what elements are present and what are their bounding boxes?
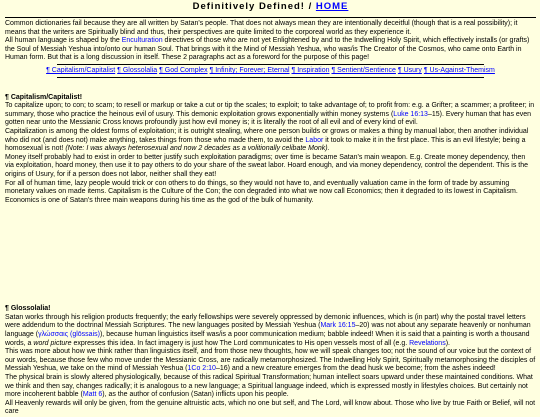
nav-us-against-themism[interactable]: ¶ Us-Against-Themism — [423, 66, 495, 74]
nav-divider-bottom — [57, 77, 484, 78]
glossolalia-paragraph-3: The physical brain is slowly altered physiologically, because of this radical Spiritual Transformation; human intellect soars upward under these maintained conditions. What we think and then say, changes radically; it is analogous to a new language; a Spiritual language indeed, which is expressed mostly in lifestyles choices. But certainly not more incoherent babble (Matt 6), as the author of confusion (Satan) inflicts upon his people. — [5, 374, 533, 399]
revelations-link[interactable]: Revelations — [409, 339, 446, 347]
enculturation-link[interactable]: Enculturation — [121, 37, 163, 45]
matthew-link[interactable]: Matt 6 — [82, 391, 103, 399]
glossolalia-paragraph-2: This was more about how we think rather than linguistics itself, and from those new thoughts, how we will speak changes too; not the sound of our voice but the context of our words, because those few who move under the Messianic Cross, are radically metamorphosized. The Indwelling Holy Spirit, Spiritually metamorphosing the disciples of Messiah Yeshua, we take on the mind of Messiah Yeshua (1Co 2:10–16) and a new creature emerges from the dead husk we become; from the ashes indeed! — [5, 348, 536, 373]
capitalism-paragraph-1: To capitalize upon; to con; to scam; to resell or markup or take a cut or tip the scales; to exploit; to take advantage of; to profit from: e.g. a Grifter; a scammer; a profiteer; in summary, those who practice the heinous evil of usury. This demonic exploitation grows exponentially within money systems (Luke 16:13–15). Every human that has even gotten near unto the Messianic Cross knows profoundly just how evil money is; it is literally the root of all evil and of every kind of evil. — [5, 102, 535, 127]
nav-sentient[interactable]: ¶ Sentient/Sentience — [331, 66, 396, 74]
corinthians-link[interactable]: 1Co 2:10 — [187, 365, 216, 373]
glossolalia-paragraph-1: Satan works through his religion products frequently; the early fellowships were severely oppressed by demonic influences, which is (in part) why the postal travel letters were addendum to the doctrinal Messiah Scriptures. The new languages posited by Messiah Yeshua (Mark 16:15–20) was not about any separate heavenly or nonhuman language (γλώσσαις (glōssais)), because human linguistics itself was/is a poor communication medium; babble indeed! When it is said that a painting is worth a thousand words, a word picture expresses this idea. In fact imagery is just how The Lord communicates to His open vessels most of all (e.g. Revelations). — [5, 313, 531, 347]
intro-paragraph-1: Common dictionaries fail because they are all written by Satan's people. That does not always mean they are intentionally deceitful (though that is a real possibility); it means that the writers are Spiritually blind and thus, their perspectives are quite limited to the corporeal world as they experience it. — [5, 20, 518, 36]
nav-divider-top — [57, 64, 484, 65]
capitalism-heading: ¶ Capitalism/Capitalist! — [5, 93, 83, 101]
header-divider — [5, 17, 536, 18]
capitalism-paragraph-3: Money itself probably had to exist in order to better justify such exploitation paradigms; over time is became Satan's main weapon. E.g. Create money dependency, then via exploitation, hoard money, then use it to pay others to do your share of the sweat labor. Hoard enough, and via money dependency, control the dependent. This is the origins of Usury, for if a person does not labor, neither shall they eat! — [5, 153, 529, 178]
glossais-link[interactable]: γλώσσαις (glōssais) — [38, 331, 100, 339]
nav-inspiration[interactable]: ¶ Inspiration — [291, 66, 330, 74]
capitalism-paragraph-4: For all of human time, lazy people would trick or con others to do things, so they would not have to, and eventually valuation came in the form of trade by assuming monetary values on made items. Capitalism is the Culture of the Con; the con degraded into what we now call Economics; then it degraded to its lowest in Capitalism. Economics is one of Satan's three main weapons during his time as the god of the bulk of humanity. — [5, 179, 518, 204]
glossolalia-heading: ¶ Glossolalia! — [5, 305, 51, 313]
nav-usury[interactable]: ¶ Usury — [397, 66, 422, 74]
section-nav — [5, 67, 536, 76]
nav-god-complex[interactable]: ¶ God Complex — [159, 66, 208, 74]
labor-link[interactable]: Labor — [305, 136, 324, 144]
mark-link[interactable]: Mark 16:15 — [320, 322, 356, 330]
nav-capitalism[interactable]: ¶ Capitalism/Capitalist — [46, 66, 116, 74]
nav-glossolalia[interactable]: ¶ Glossolalia — [117, 66, 158, 74]
home-link[interactable]: HOME — [315, 1, 349, 12]
page-header — [5, 2, 536, 15]
page-title: Definitively Defined! / — [192, 1, 313, 12]
nav-infinity[interactable]: ¶ Infinity; Forever; Eternal — [209, 66, 290, 74]
luke-link[interactable]: Luke 16:13 — [393, 110, 428, 118]
capitalism-paragraph-2: Capitalization is among the oldest forms of exploitation; it is outright stealing, where one person builds or grows or makes a thing by manual labor, then another individual who did not (and does not) make anything, takes things from those who made them, to avoid the Labor it took to make it in the first place. This is an evil lifestyle; being a homosexual is not! (Note: I was always heterosexual and now 2 decades as a volitionally celibate Monk). — [5, 127, 529, 153]
glossolalia-paragraph-4: All Heavenly rewards will only be given, from the genuine altruistic acts, which no one but self, and The Lord, will know about. Those who live by true Faith or Belief, will not care — [5, 399, 536, 416]
intro-paragraph-2: All human language is shaped by the Enculturation directives of those who are not yet Enlightened by and to the Indwelling Holy Spirit, which effectively installs (or grafts) the Soul of Messiah Yeshua into/onto our human Soul. That brings with it the Mind of Messiah Yeshua, who was/is The Creator of the Cosmos, who came onto Earth in Human form. But that is a long discussion in itself. These 2 paragraphs act as a foreword for the purpose of this page! — [5, 37, 530, 62]
